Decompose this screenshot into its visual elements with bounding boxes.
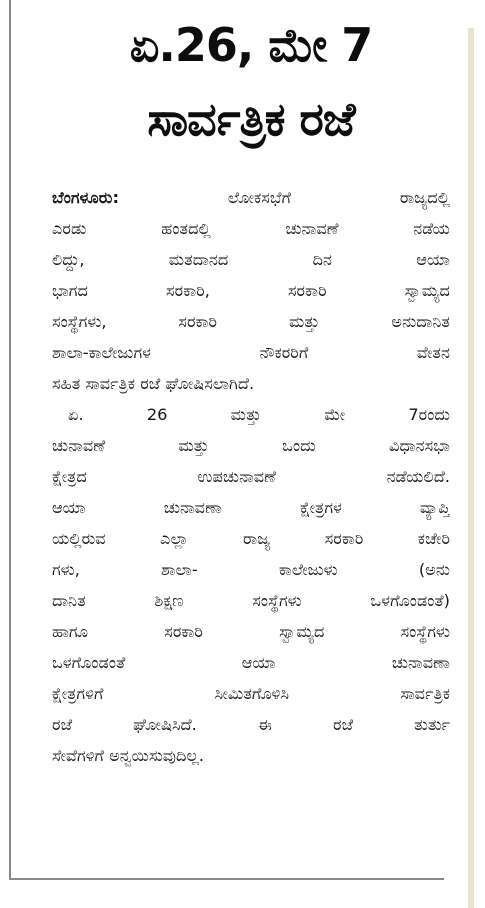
body-line-11: ಆಯಾ ಚುನಾವಣಾ ಕ್ಷೇತ್ರಗಳ ವ್ಯಾಪ್ತಿ xyxy=(52,498,450,517)
body-line-3: ಲಿದ್ದು, ಮತದಾನದ ದಿನ ಆಯಾ xyxy=(52,250,450,269)
body-line-13: ಗಳು, ಶಾಲಾ- ಕಾಲೇಜುಳು (ಅನು xyxy=(52,560,450,579)
body-line-2: ಎರಡು ಹಂತದಲ್ಲಿ ಚುನಾವಣೆ ನಡೆಯ xyxy=(52,219,450,238)
body-line-9: ಚುನಾವಣೆ ಮತ್ತು ಒಂದು ವಿಧಾನಸಭಾ xyxy=(52,436,450,455)
column-rule-left xyxy=(9,0,11,880)
body-line-19: ಸೇವೆಗಳಿಗೆ ಅನ್ವಯಿಸುವುದಿಲ್ಲ. xyxy=(52,746,204,765)
column-rule-bottom xyxy=(9,878,444,880)
body-line-16: ಒಳಗೊಂಡಂತೆ ಆಯಾ ಚುನಾವಣಾ xyxy=(52,653,450,672)
body-line-7: ಸಹಿತ ಸಾರ್ವತ್ರಿಕ ರಜೆ ಘೋಷಿಸಲಾಗಿದೆ. xyxy=(52,374,255,393)
dateline: ಬೆಂಗಳೂರು: xyxy=(52,188,119,207)
body-line-4: ಭಾಗದ ಸರಕಾರಿ, ಸರಕಾರಿ ಸ್ವಾಮ್ಯದ xyxy=(52,281,450,300)
body-line-12: ಯಲ್ಲಿರುವ ಎಲ್ಲಾ ರಾಜ್ಯ ಸರಕಾರಿ ಕಚೇರಿ xyxy=(52,529,450,548)
body-line-17: ಕ್ಷೇತ್ರಗಳಿಗೆ ಸೀಮಿತಗೊಳಿಸಿ ಸಾರ್ವತ್ರಿಕ xyxy=(52,684,450,703)
body-line-10: ಕ್ಷೇತ್ರದ ಉಪಚುನಾವಣೆ ನಡೆಯಲಿದೆ. xyxy=(52,467,450,486)
news-article xyxy=(52,8,450,771)
body-line-8: ಏ. 26 ಮತ್ತು ಮೇ 7ರಂದು xyxy=(68,405,450,424)
body-line-5: ಸಂಸ್ಥೆಗಳು, ಸರಕಾರಿ ಮತ್ತು ಅನುದಾನಿತ xyxy=(52,312,450,331)
column-rule-right xyxy=(468,28,474,908)
body-line-text: ಲೋಕಸಭೆಗೆ ರಾಜ್ಯದಲ್ಲಿ xyxy=(227,188,450,207)
headline-line-1: ಏ.26, ಮೇ 7 xyxy=(129,18,373,72)
body-line-15: ಹಾಗೂ ಸರಕಾರಿ ಸ್ವಾಮ್ಯದ ಸಂಸ್ಥೆಗಳು xyxy=(52,622,450,641)
body-line-18: ರಜೆ ಘೋಷಿಸಿದೆ. ಈ ರಜೆ ತುರ್ತು xyxy=(52,715,450,734)
article-body xyxy=(52,182,450,771)
body-line-1 xyxy=(52,182,450,213)
body-line-6: ಶಾಲಾ-ಕಾಲೇಜುಗಳ ನೌಕರರಿಗೆ ವೇತನ xyxy=(52,343,450,362)
headline xyxy=(52,8,450,156)
headline-line-2: ಸಾರ್ವತ್ರಿಕ ರಜೆ xyxy=(147,92,355,146)
body-line-14: ದಾನಿತ ಶಿಕ್ಷಣ ಸಂಸ್ಥೆಗಳು ಒಳಗೊಂಡಂತೆ) xyxy=(52,591,450,610)
